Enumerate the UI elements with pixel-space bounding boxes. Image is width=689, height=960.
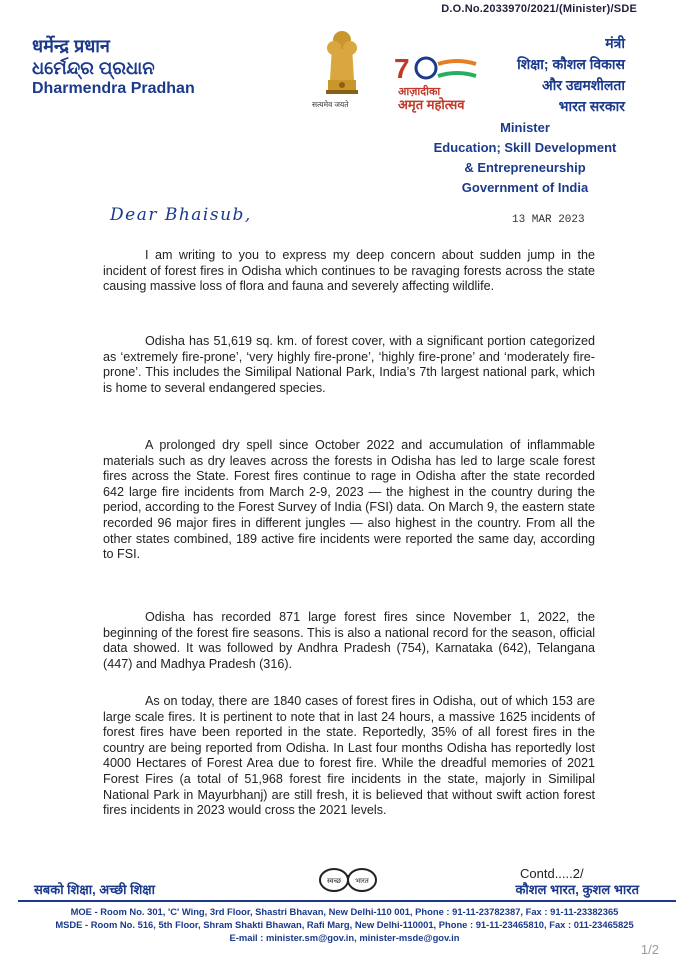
designation-english-line4: Government of India	[461, 180, 589, 195]
designation-english-line3: & Entrepreneurship	[464, 160, 586, 175]
body-paragraph: I am writing to you to express my deep concern about sudden jump in the incident of forest fires in Odisha which continues to be ravaging forests across the state causing massive loss of flora and fauna and severely affecting wildlife.	[103, 248, 595, 294]
date-stamp: 13 MAR 2023	[512, 214, 585, 226]
azadi-text-line1: आज़ादीका	[398, 86, 441, 98]
designation-english	[415, 118, 635, 198]
svg-text:7: 7	[394, 53, 410, 84]
azadi-text-line2: अमृत महोत्सव	[398, 97, 465, 112]
emblem-motto: सत्यमेव जयते	[312, 100, 349, 109]
sender-name-english: Dharmendra Pradhan	[32, 80, 195, 97]
designation-hindi-line3: और उद्यमशीलता	[541, 77, 625, 93]
national-emblem-icon	[320, 18, 364, 98]
footer-divider	[18, 900, 676, 902]
swachh-bharat-glasses-icon	[316, 864, 380, 896]
designation-hindi-line4: भारत सरकार	[558, 98, 625, 114]
body-paragraph: A prolonged dry spell since October 2022 and accumulation of inflammable materials such as dry leaves across the forests in Odisha has led to large scale forest fires across the State. Forest fires continue to rage in Odisha after the state recorded 642 large fire incidents from March 2-9, 2023 — the highest in the country during the period, according to the Forest Survey of India (FSI) data. On March 9, the eastern state recorded 96 major fires in different jungles — also highest in the country. From all the other states combined, 189 active fire incidents were reported the same day, according to FSI.	[103, 438, 595, 562]
footer-slogan-left: सबको शिक्षा, अच्छी शिक्षा	[34, 882, 155, 897]
footer-slogan-right: कौशल भारत, कुशल भारत	[515, 882, 639, 897]
salutation: Dear Bhaisub,	[110, 205, 252, 225]
reference-number: D.O.No.2033970/2021/(Minister)/SDE	[441, 3, 637, 15]
body-paragraph: Odisha has recorded 871 large forest fires since November 1, 2022, the beginning of the forest fire seasons. This is also a national record for the season, official data showed. It was followed by Andhra Pradesh (754), Karnataka (642), Telangana (447) and Madhya Pradesh (316).	[103, 610, 595, 671]
swachh-word-right: भारत	[355, 877, 369, 885]
sender-name-odia: ଧର୍ମେନ୍ଦ୍ର ପ୍ରଧାନ	[32, 58, 155, 78]
designation-hindi-line2: शिक्षा; कौशल विकास	[517, 56, 625, 72]
designation-english-line2: Education; Skill Development	[433, 140, 617, 155]
address-line-msde: MSDE - Room No. 516, 5th Floor, Shram Shakti Bhawan, Rafi Marg, New Delhi-110001, Phone : 91-11-23465810, Fax : 011-23465825	[55, 919, 634, 930]
sender-name-hindi: धर्मेन्द्र प्रधान	[32, 36, 110, 56]
continued-note: Contd.....2/	[520, 866, 584, 881]
page-indicator: 1/2	[640, 942, 659, 957]
designation-hindi-line1: मंत्री	[605, 35, 625, 51]
swachh-word-left: स्वच्छ	[326, 877, 342, 885]
designation-english-line1: Minister	[500, 120, 550, 135]
body-paragraph: As on today, there are 1840 cases of forest fires in Odisha, out of which 153 are large scale fires. It is pertinent to note that in last 24 hours, a massive 1625 incidents of forest fires have been reported in the state. Reportedly, 35% of all forest fires in the country are being reported from Odisha. In Last four months Odisha has reportedly lost 4000 Hectares of Forest Area due to forest fire. While the dreadful memories of 2021 Forest Fires (a total of 51,968 forest fire incidents in the state, majorly in Similipal National Park in Mayurbhanj) are still fresh, it is believed that without swift action forest fires incidents in 2023 would cross the 2021 levels.	[103, 694, 595, 818]
address-line-moe: MOE - Room No. 301, 'C' Wing, 3rd Floor, Shastri Bhavan, New Delhi-110 001, Phone : 91-11-23782387, Fax : 91-11-23382365	[70, 906, 619, 917]
body-paragraph: Odisha has 51,619 sq. km. of forest cover, with a significant portion categorized as ‘extremely fire-prone’, ‘very highly fire-prone’, ‘highly fire-prone’ and ‘moderately fire-prone’. This includes the Similipal National Park, India’s 7th largest national park, which is home to several endangered species.	[103, 334, 595, 395]
address-line-email: E-mail : minister.sm@gov.in, minister-msde@gov.in	[229, 932, 460, 943]
